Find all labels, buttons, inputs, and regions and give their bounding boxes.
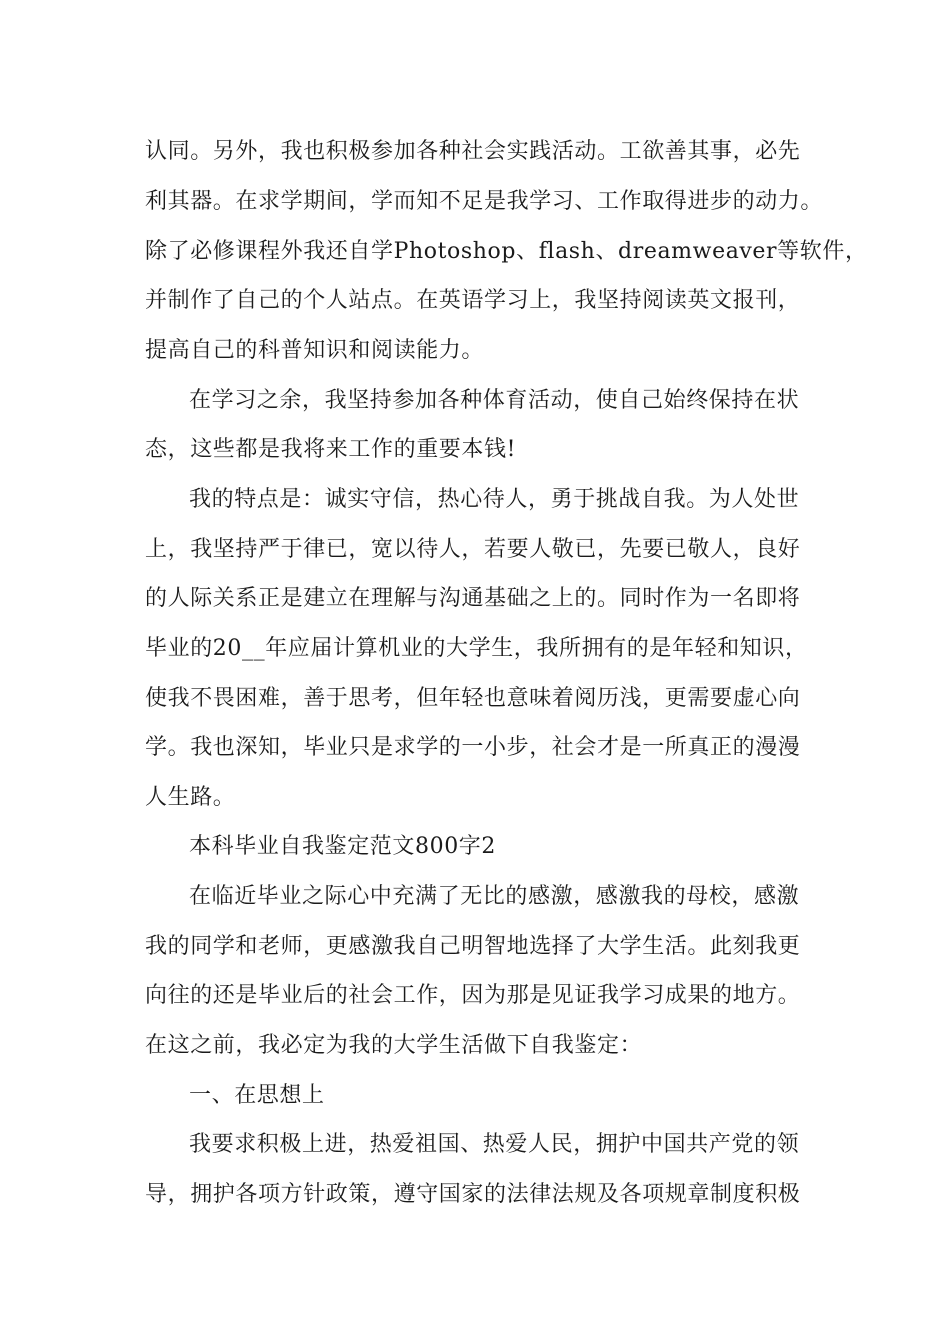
text-line: 上，我坚持严于律已，宽以待人，若要人敬已，先要已敬人，良好 — [145, 537, 801, 562]
text-line: 向往的还是毕业后的社会工作，因为那是见证我学习成果的地方。 — [145, 983, 801, 1008]
text-line: 毕业的20__年应届计算机业的大学生，我所拥有的是年轻和知识， — [145, 636, 808, 661]
text-line: 除了必修课程外我还自学Photoshop、flash、dreamweaver等软件， — [145, 239, 868, 264]
text-line: 在这之前，我必定为我的大学生活做下自我鉴定： — [145, 1033, 643, 1058]
text-line: 学。我也深知，毕业只是求学的一小步，社会才是一所真正的漫漫 — [145, 735, 801, 760]
paragraph-start: 我要求积极上进，热爱祖国、热爱人民，拥护中国共产党的领 — [189, 1132, 800, 1157]
text-line: 并制作了自己的个人站点。在英语学习上，我坚持阅读英文报刊， — [145, 288, 801, 313]
text-line: 态，这些都是我将来工作的重要本钱! — [145, 437, 517, 462]
section-heading: 本科毕业自我鉴定范文800字2 — [189, 834, 496, 859]
paragraph-start: 在学习之余，我坚持参加各种体育活动，使自己始终保持在状 — [189, 388, 800, 413]
text-line: 认同。另外，我也积极参加各种社会实践活动。工欲善其事，必先 — [145, 139, 801, 164]
paragraph-start: 在临近毕业之际心中充满了无比的感激，感激我的母校，感激 — [189, 884, 800, 909]
text-line: 使我不畏困难，善于思考，但年轻也意味着阅历浅，更需要虚心向 — [145, 686, 801, 711]
subsection-heading: 一、在思想上 — [189, 1083, 325, 1108]
paragraph-start: 我的特点是：诚实守信，热心待人，勇于挑战自我。为人处世 — [189, 487, 800, 512]
text-line: 人生路。 — [145, 785, 236, 810]
text-line: 我的同学和老师，更感激我自己明智地选择了大学生活。此刻我更 — [145, 934, 801, 959]
text-line: 的人际关系正是建立在理解与沟通基础之上的。同时作为一名即将 — [145, 586, 801, 611]
text-line: 提高自己的科普知识和阅读能力。 — [145, 338, 485, 363]
text-line: 利其器。在求学期间，学而知不足是我学习、工作取得进步的动力。 — [145, 189, 824, 214]
text-line: 导，拥护各项方针政策，遵守国家的法律法规及各项规章制度积极 — [145, 1182, 801, 1207]
